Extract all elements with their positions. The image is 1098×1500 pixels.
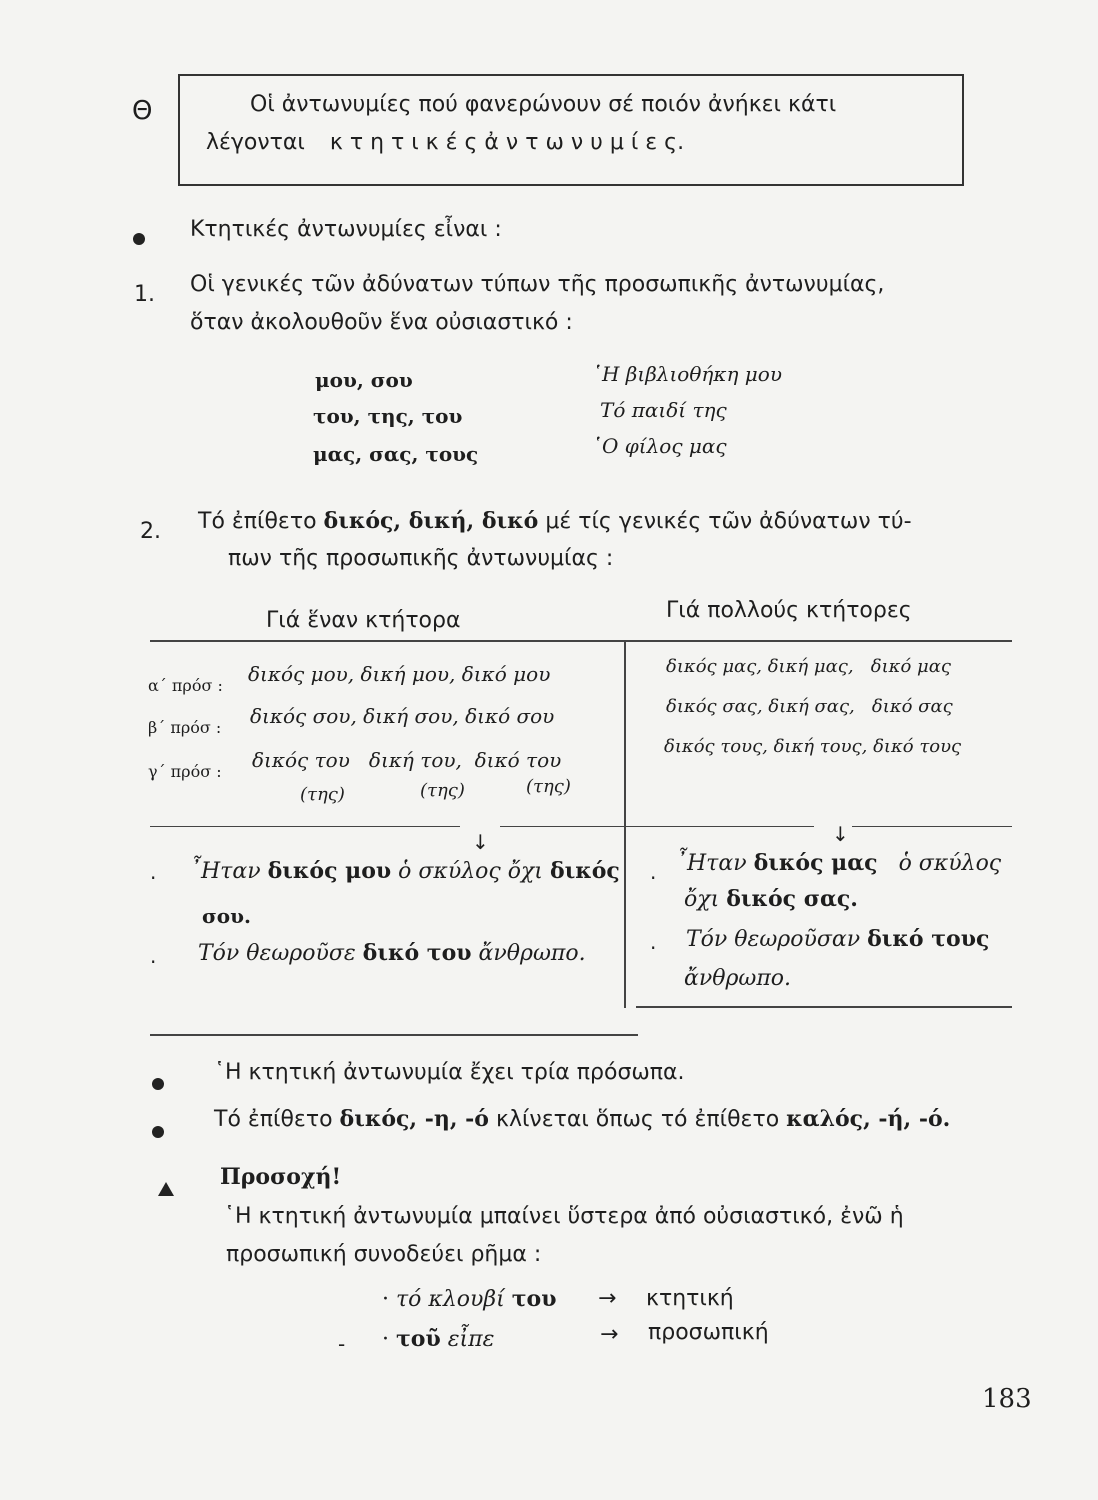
item2-line1-bold: δικός, δική, δικό [323,508,539,534]
caution-label: κτητική [646,1286,734,1311]
ex-bold2: δικός [549,858,620,884]
note-2-mid: κλίνεται ὅπως τό ἐπίθετο [495,1107,780,1132]
table-header-left: Γιά ἕναν κτήτορα [266,608,461,633]
table-bottom-rule [150,1034,638,1036]
table-mid-rule [852,826,1012,827]
item2-line1-post: μέ τίς γενικές τῶν ἀδύνατων τύ- [545,509,912,534]
caution-line2: προσωπική συνοδεύει ρῆμα : [226,1242,542,1267]
table-column-divider [624,640,626,1008]
ex-line2-bold: δικός σας. [726,886,858,912]
table-right-bottom-rule [636,1006,1012,1008]
ex-bold: δικό τους [867,926,990,952]
caution-ex-bold: του [511,1286,557,1312]
example-dot: · [150,866,157,890]
ex-bold: δικό του [362,940,472,966]
caution-ex-phrase: τό κλουβί [396,1287,505,1312]
bullet-icon [152,1126,164,1138]
dash-mark: - [338,1332,346,1356]
note-2-bold2: καλός, -ή, -ό. [786,1106,951,1132]
item1-line1: Οἱ γενικές τῶν ἀδύνατων τύπων τῆς προσωπικῆς ἀντωνυμίας, [190,272,885,297]
fem-genitive: (της) [526,776,571,797]
caution-ex-bold: τοῦ [396,1326,441,1352]
example-right-1-line2 [684,886,858,912]
item1-example: ῾Ο φίλος μας [592,434,727,458]
caution-ex-phrase: εἶπε [447,1327,495,1352]
example-left-2 [198,940,586,966]
example-dot: · [650,866,657,890]
ex-pre: Τόν θεωροῦσε [198,941,356,966]
item1-line2: ὅταν ἀκολουθοῦν ἕνα οὐσιαστικό : [190,310,573,335]
warning-triangle-icon [158,1182,174,1196]
arrow-down-icon: ↓ [472,830,489,854]
ex-bold: δικός μας [753,850,878,876]
example-left-1-line2: σου. [202,904,251,928]
item2-number: 2. [140,519,161,544]
fem-genitive: (της) [420,780,465,801]
arrow-down-icon: ↓ [832,822,849,846]
note-2-bold: δικός, -η, -ό [339,1106,489,1132]
caution-label: προσωπική [648,1320,769,1345]
theta-symbol: Θ [132,96,153,126]
example-right-2-line2: ἄνθρωπο. [684,966,792,991]
table-mid-rule [150,826,460,827]
intro-text: Κτητικές ἀντωνυμίες εἶναι : [190,217,502,242]
note-2 [214,1106,950,1132]
table-header-right: Γιά πολλούς κτήτορες [666,598,912,623]
ex-pre: ῏Ηταν [190,859,261,884]
definition-term: κ τ η τ ι κ έ ς ἀ ν τ ω ν υ μ ί ε ς. [329,130,685,155]
item2-line1-pre: Τό ἐπίθετο [198,509,317,534]
definition-line2 [206,130,684,155]
item1-example: ῾Η βιβλιοθήκη μου [592,362,782,386]
row-left-forms: δικός σου, δική σου, δικό σου [250,704,555,728]
item1-number: 1. [134,282,155,307]
fem-genitive: (της) [300,784,345,805]
ex-mid: ὁ σκύλος ὄχι [398,859,543,884]
item1-form: μας, σας, τους [313,442,479,466]
row-person: β΄ πρόσ : [148,718,222,737]
item1-form: του, της, του [313,404,463,428]
example-right-2 [686,926,989,952]
table-mid-rule [500,826,814,827]
ex-mid: ὁ σκύλος [898,851,1002,876]
example-right-1 [676,850,1001,876]
caution-line1: ῾Η κτητική ἀντωνυμία μπαίνει ὕστερα ἀπό οὐσιαστικό, ἐνῶ ἡ [224,1204,904,1229]
ex-line2-pre: ὄχι [684,887,720,912]
item2-line2: πων τῆς προσωπικῆς ἀντωνυμίας : [228,546,614,571]
example-dot: · [150,950,157,974]
arrow-right-icon: → [598,1286,617,1311]
bullet-icon [152,1078,164,1090]
caution-example-2: · τοῦ εἶπε [382,1326,495,1352]
table-top-rule [150,640,1012,642]
example-dot: · [650,936,657,960]
row-person: α΄ πρόσ : [148,676,223,695]
item2-line1 [198,508,912,534]
item1-form: μου, σου [315,368,413,392]
arrow-right-icon: → [600,1322,619,1347]
row-right-forms: δικός τους, δική τους, δικό τους [664,736,962,757]
row-left-forms: δικός του δική του, δικό του [252,748,562,772]
bullet-icon [133,233,145,245]
row-left-forms: δικός μου, δική μου, δικό μου [248,662,551,686]
row-right-forms: δικός μας, δική μας, δικό μας [666,656,951,677]
page-number: 183 [982,1384,1032,1414]
ex-pre: Τόν θεωροῦσαν [686,927,861,952]
row-right-forms: δικός σας, δική σας, δικό σας [666,696,953,717]
ex-bold: δικός μου [267,858,392,884]
row-person: γ΄ πρόσ : [148,762,222,781]
ex-mid: ἄνθρωπο. [478,941,586,966]
definition-line2-prefix: λέγονται [206,130,305,155]
caution-example-1: · τό κλουβί του [382,1286,557,1312]
ex-pre: ῏Ηταν [676,851,747,876]
definition-line1: Οἱ ἀντωνυμίες πού φανερώνουν σέ ποιόν ἀνήκει κάτι [250,92,837,117]
caution-title: Προσοχή! [220,1164,342,1190]
item1-example: Τό παιδί της [600,398,727,422]
note-1: ῾Η κτητική ἀντωνυμία ἔχει τρία πρόσωπα. [214,1060,685,1085]
example-left-1 [190,858,620,884]
note-2-pre: Τό ἐπίθετο [214,1107,333,1132]
